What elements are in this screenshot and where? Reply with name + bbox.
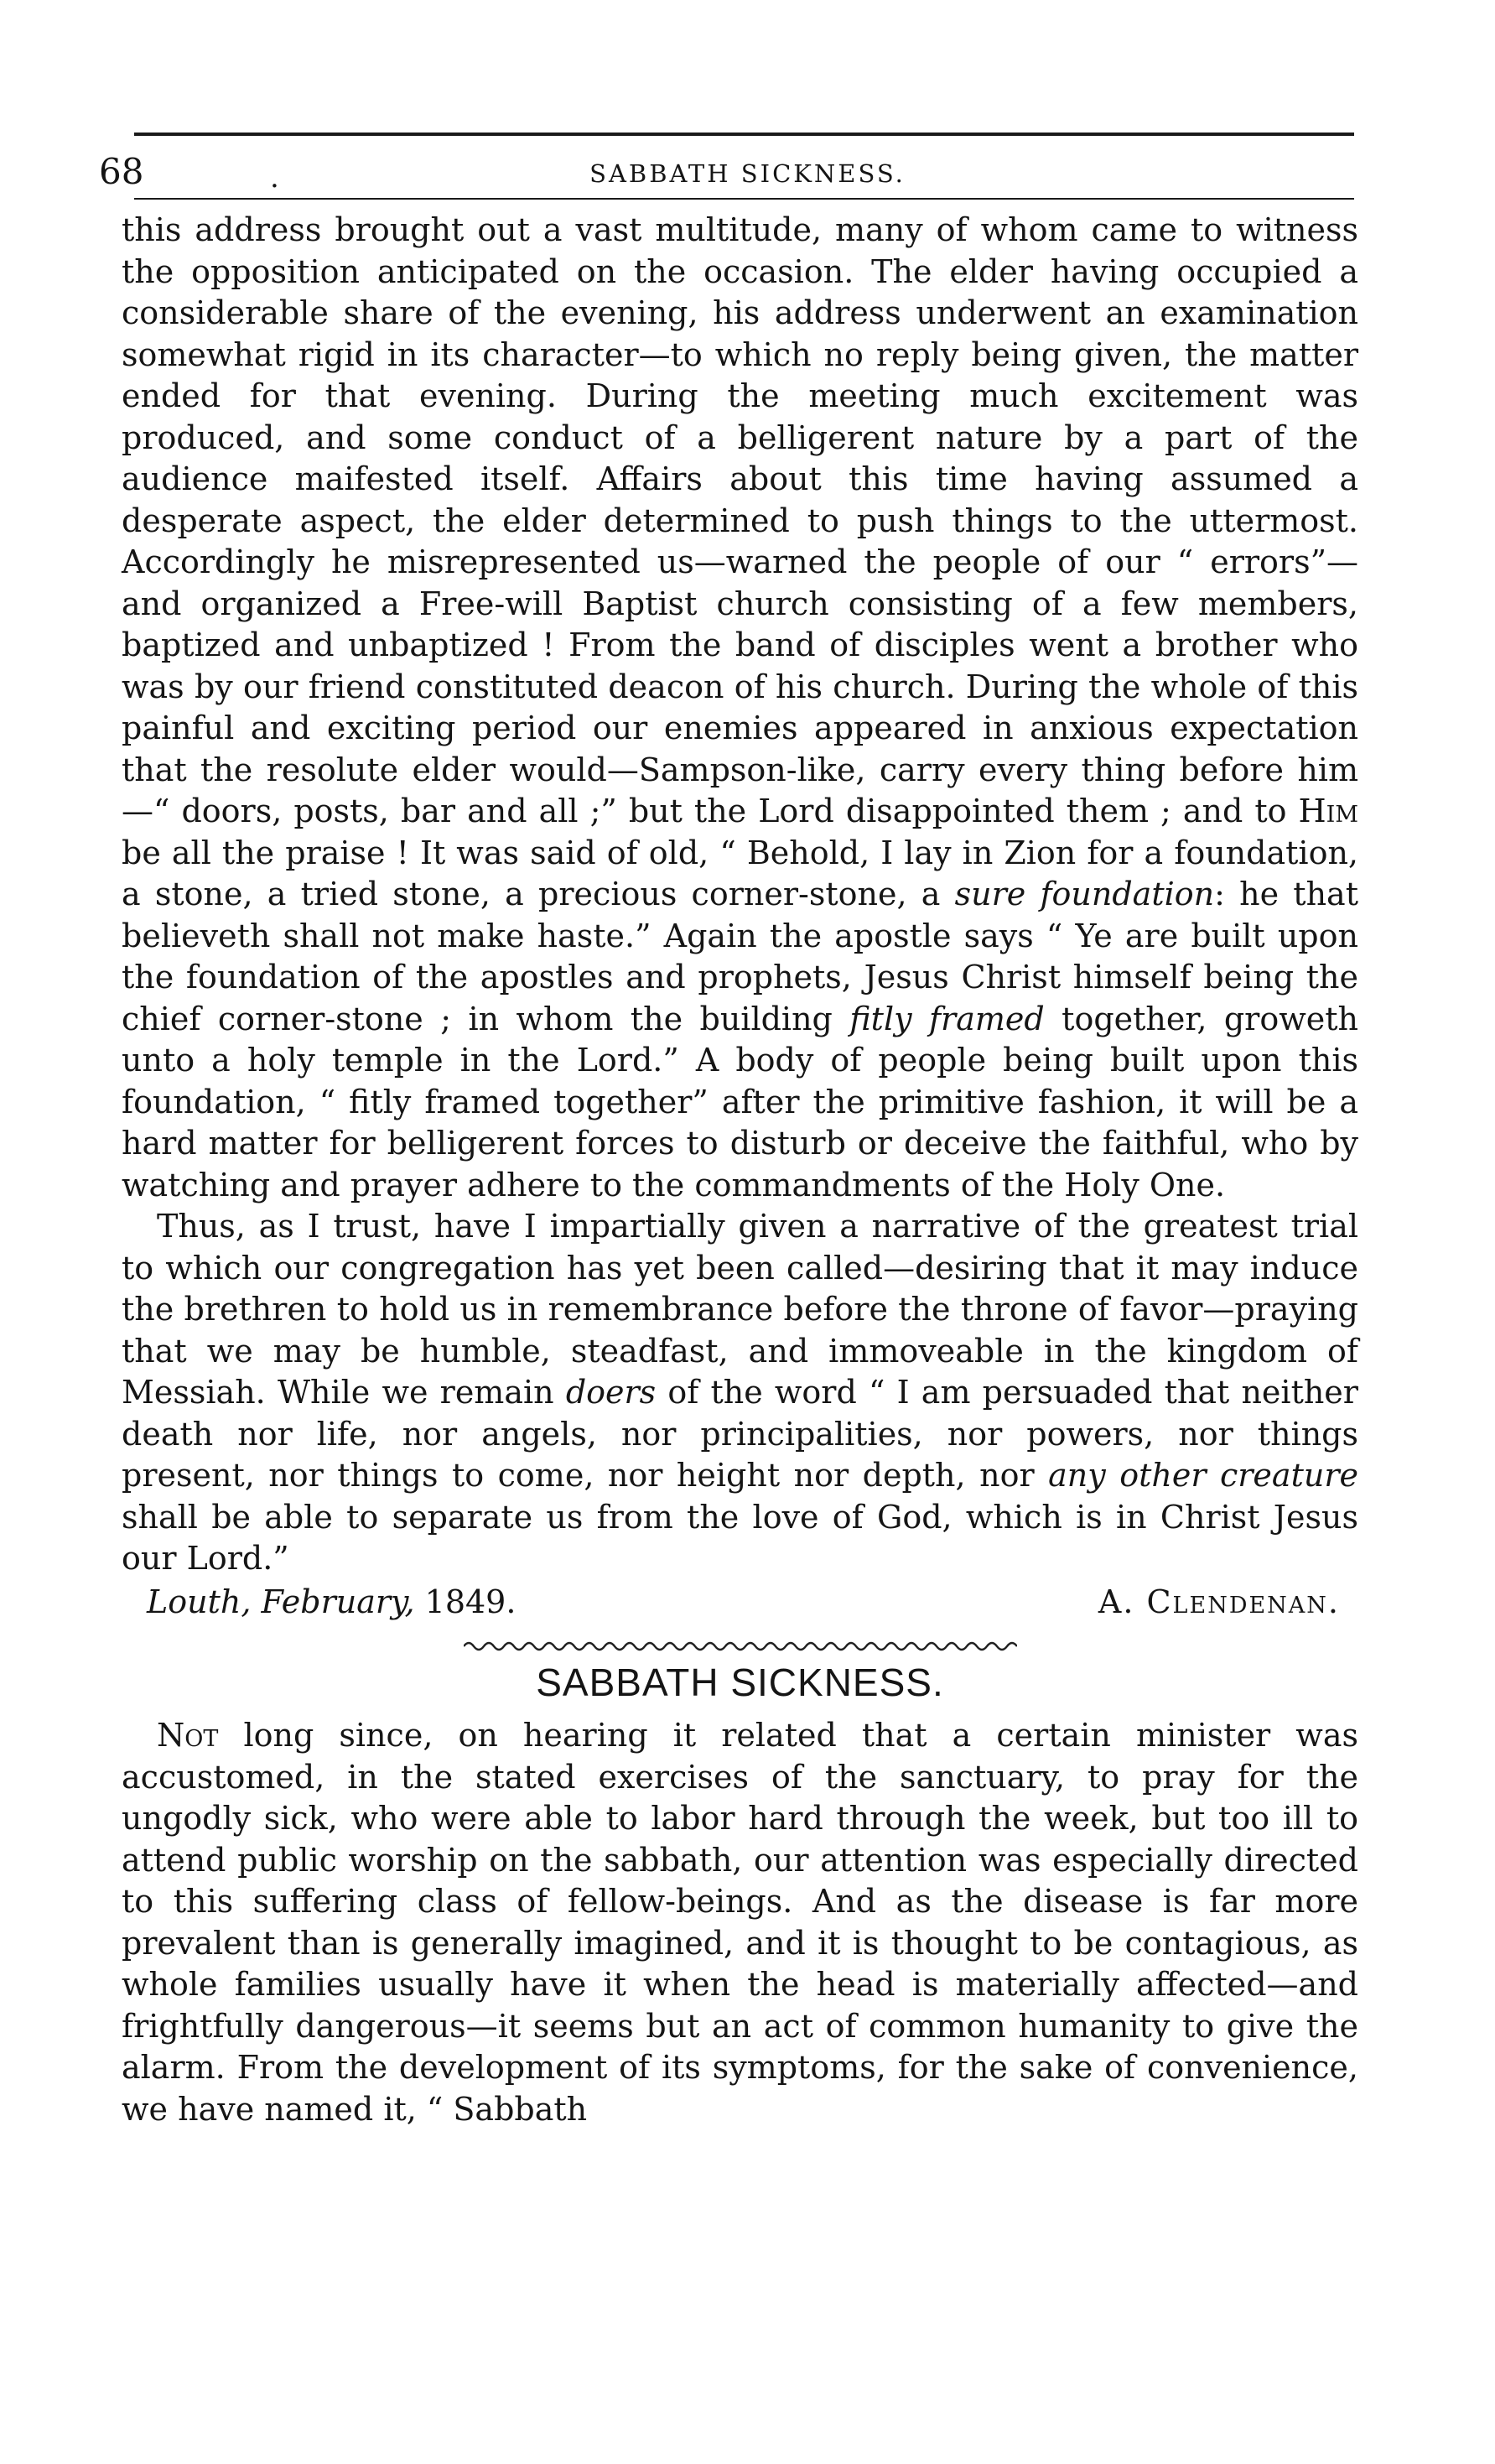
any-other-creature: any other creature — [1048, 1457, 1358, 1494]
text-run: shall be able to separate us from the love of God, which is in Christ Jesus our Lord.” — [122, 1498, 1358, 1577]
text-run: be all the praise ! It was said of old, “ Behold, I lay in Zion for a foundation, a stone, a tried stone, a precious corner-stone, a — [122, 834, 1358, 912]
author: A. Clendenan. — [1098, 1583, 1340, 1620]
wavy-divider — [464, 1638, 1017, 1655]
text-run: Thus, as I trust, have I impartially given a narrative of the greatest trial to which our congregation has yet been called—desiring that it may induce the brethren to hold us in remembrance before the throne of favor—praying that we may be humble, steadfast, and immoveable in the kingdom of Messiah. While we remain — [122, 1208, 1358, 1411]
article-title: SABBATH SICKNESS. — [536, 1661, 944, 1704]
lead-word: Not — [157, 1717, 219, 1754]
page-number: 68 — [99, 151, 144, 192]
text-run: of the word “ I am persuaded that neither death nor life, nor angels, nor principalities, nor powers, nor things present, nor things to come, nor height nor depth, nor — [122, 1374, 1358, 1494]
text-run: long since, on hearing it related that a certain minister was accustomed, in the stated exercises of the sanctuary, to pray for the ungodly sick, who were able to labor hard through the week, but too ill to attend public worship on the sabbath, our attention was especially directed to this suffering class of fellow-beings. And as the disease is far more prevalent than is generally imagined, and it is thought to be contagious, as whole families usually have it when the head is materially affected—and frightfully dangerous—it seems but an act of common humanity to give the alarm. From the development of its symptoms, for the sake of convenience, we have named it, “ Sabbath — [122, 1717, 1358, 2128]
text-run: : he that believeth shall not make haste.” Again the apostle says “ Ye are built upon the foundation of the apostles and prophets, Jesus Christ himself being the chief corner-stone ; in whom the building — [122, 876, 1358, 1037]
header-dot: . — [270, 161, 279, 195]
letter-paragraph-2 — [122, 1206, 1358, 1580]
year: 1849. — [424, 1583, 517, 1620]
sure-foundation: sure foundation — [954, 876, 1215, 912]
header-subrule — [134, 198, 1354, 200]
article-paragraph — [122, 1715, 1358, 2130]
him-word: Him — [1298, 793, 1358, 829]
place-date-italic: Louth, February, — [147, 1583, 415, 1620]
page-body — [122, 210, 1358, 2130]
fitly-framed: fitly framed — [849, 1000, 1045, 1037]
text-run: together, groweth unto a holy temple in the Lord.” A body of people being built upon this foundation, “ fitly framed together” after the primitive fashion, it will be a hard matter for belligerent forces to disturb or deceive the faithful, who by watching and prayer adhere to the commandments of the Holy One. — [122, 1000, 1358, 1203]
header-rule — [134, 133, 1354, 136]
place-date — [122, 1582, 516, 1624]
letter-paragraph-1 — [122, 210, 1358, 1206]
running-title: SABBATH SICKNESS. — [589, 159, 906, 188]
text-run: this address brought out a vast multitude, many of whom came to witness the opposition anticipated on the occasion. The elder having occupied a considerable share of the evening, his address underwent an examination somewhat rigid in its character—to which no reply being given, the matter ended for that evening. During the meeting much excitement was produced, and some conduct of a belligerent nature by a part of the audience maifested itself. Affairs about this time having assumed a desperate aspect, the elder determined to push things to the uttermost. Accordingly he misrepresented us—warned the people of our “ errors”—and organized a Free-will Baptist church consisting of a few members, baptized and unbaptized ! From the band of disciples went a brother who was by our friend constituted deacon of his church. During the whole of this painful and exciting period our enemies appeared in anxious expectation that the resolute elder would—Sampson-like, carry every thing before him—“ doors, posts, bar and all ;” but the Lord disappointed them ; and to — [122, 211, 1358, 829]
doers: doers — [565, 1374, 657, 1411]
signature-line — [122, 1582, 1358, 1624]
